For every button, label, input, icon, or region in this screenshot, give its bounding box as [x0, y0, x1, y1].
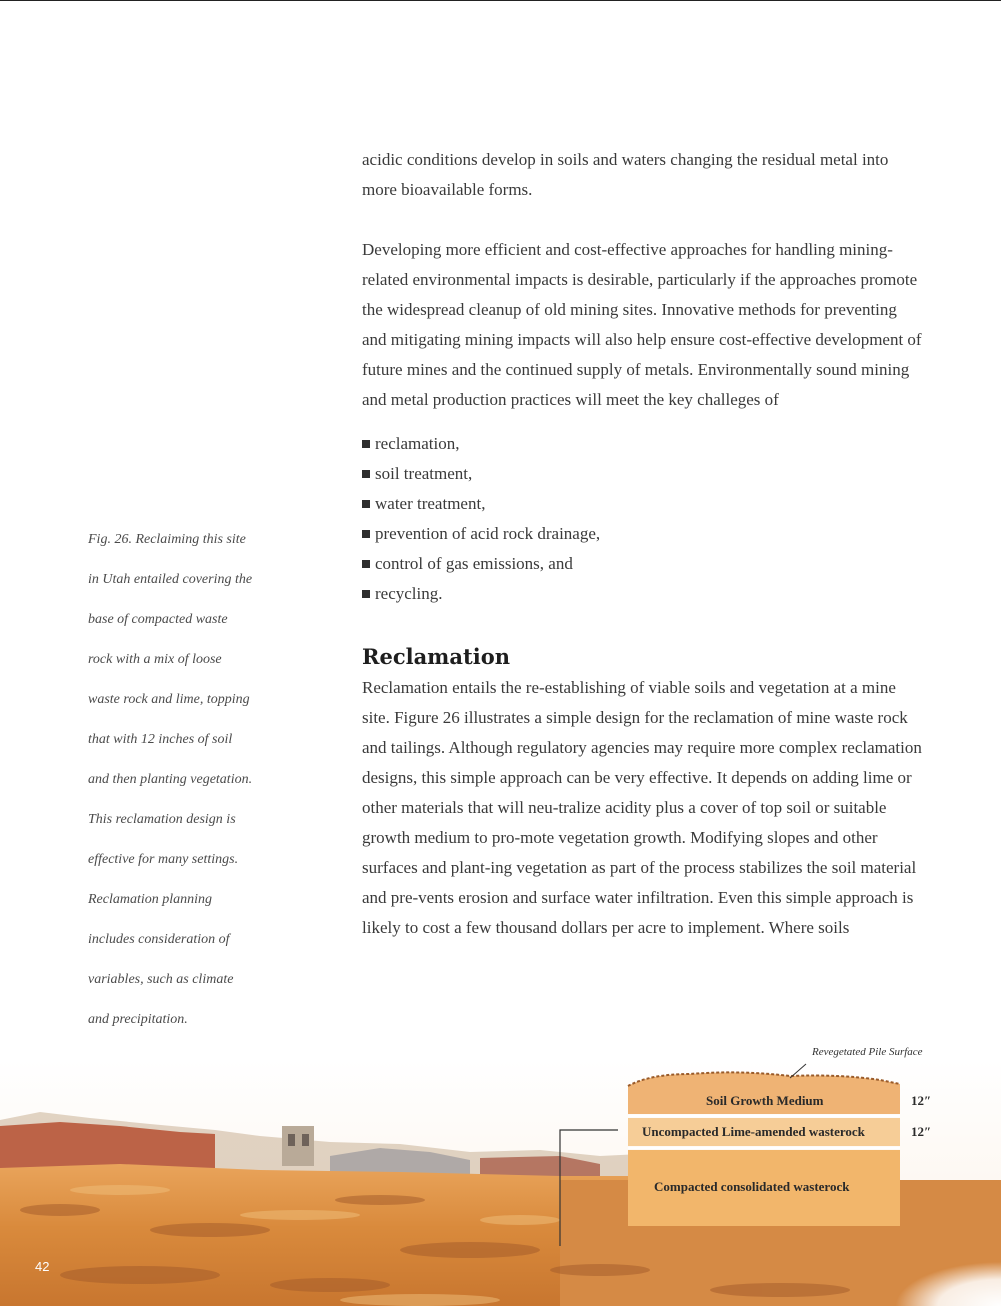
caption-line: and then planting vegetation.: [88, 772, 253, 787]
caption-line: waste rock and lime, topping: [88, 692, 250, 707]
caption-line: includes consideration of: [88, 932, 230, 947]
square-bullet-icon: [362, 440, 370, 448]
layer-soil-growth-label: Soil Growth Medium: [706, 1093, 824, 1108]
paragraph-intro: acidic conditions develop in soils and waters changing the residual metal into more bioavailable forms.: [362, 150, 889, 199]
caption-line: Fig. 26. Reclaiming this site: [88, 532, 246, 547]
square-bullet-icon: [362, 590, 370, 598]
section-heading-reclamation: Reclamation: [362, 644, 510, 669]
pile-surface-label: Revegetated Pile Surface: [812, 1046, 923, 1058]
layer-lime-wasterock-label: Uncompacted Lime-amended wasterock: [642, 1124, 865, 1139]
paragraph-reclamation: Reclamation entails the re-establishing of viable soils and vegetation at a mine site. Figure 26 illustrates a simple design for the reclamation of mine waste rock and tailings. Although regulatory agencies may require more complex reclamation designs, this simple approach can be very effective. It depends on adding lime or other materials that will neu-tralize acidity plus a cover of top soil or suitable growth medium to pro-mote vegetation growth. Modifying slopes and other surfaces and plant-ing vegetation as part of the process stabilizes the soil material and pre-vents erosion and surface water infiltration. Even this simple approach is likely to cost a few thousand dollars per acre to implement. Where soils: [362, 678, 922, 937]
layer2-depth-label: 12″: [911, 1124, 932, 1139]
figure-caption: [88, 520, 278, 1040]
caption-line: in Utah entailed covering the: [88, 572, 253, 587]
caption-line: effective for many settings.: [88, 852, 239, 867]
challenges-list: [362, 429, 922, 609]
layer-compacted-wasterock-label: Compacted consolidated wasterock: [654, 1179, 850, 1194]
top-rule: [0, 0, 1001, 1]
list-item: reclamation,: [362, 429, 922, 459]
square-bullet-icon: [362, 560, 370, 568]
caption-line: and precipitation.: [88, 1012, 188, 1027]
square-bullet-icon: [362, 530, 370, 538]
list-item: water treatment,: [362, 489, 922, 519]
caption-line: Reclamation planning: [88, 892, 213, 907]
caption-line: base of compacted waste: [88, 612, 228, 627]
list-item: recycling.: [362, 579, 922, 609]
paragraph-approaches: Developing more efficient and cost-effective approaches for handling mining-related environmental impacts is desirable, particularly if the approaches promote the widespread cleanup of old mining sites. Innovative methods for preventing and mitigating mining impacts will also help ensure cost-effective development of future mines and the continued supply of metals. Environmentally sound mining and metal production practices will meet the key challeges of: [362, 240, 922, 409]
page-number: 42: [35, 1259, 50, 1274]
caption-line: that with 12 inches of soil: [88, 732, 233, 747]
main-text-column: [362, 145, 922, 943]
caption-line: This reclamation design is: [88, 812, 236, 827]
layer1-depth-label: 12″: [911, 1093, 932, 1108]
caption-line: rock with a mix of loose: [88, 652, 222, 667]
list-item: control of gas emissions, and: [362, 549, 922, 579]
square-bullet-icon: [362, 500, 370, 508]
square-bullet-icon: [362, 470, 370, 478]
list-item: prevention of acid rock drainage,: [362, 519, 922, 549]
caption-line: variables, such as climate: [88, 972, 234, 987]
landscape-photo: [0, 1060, 1001, 1306]
list-item: soil treatment,: [362, 459, 922, 489]
